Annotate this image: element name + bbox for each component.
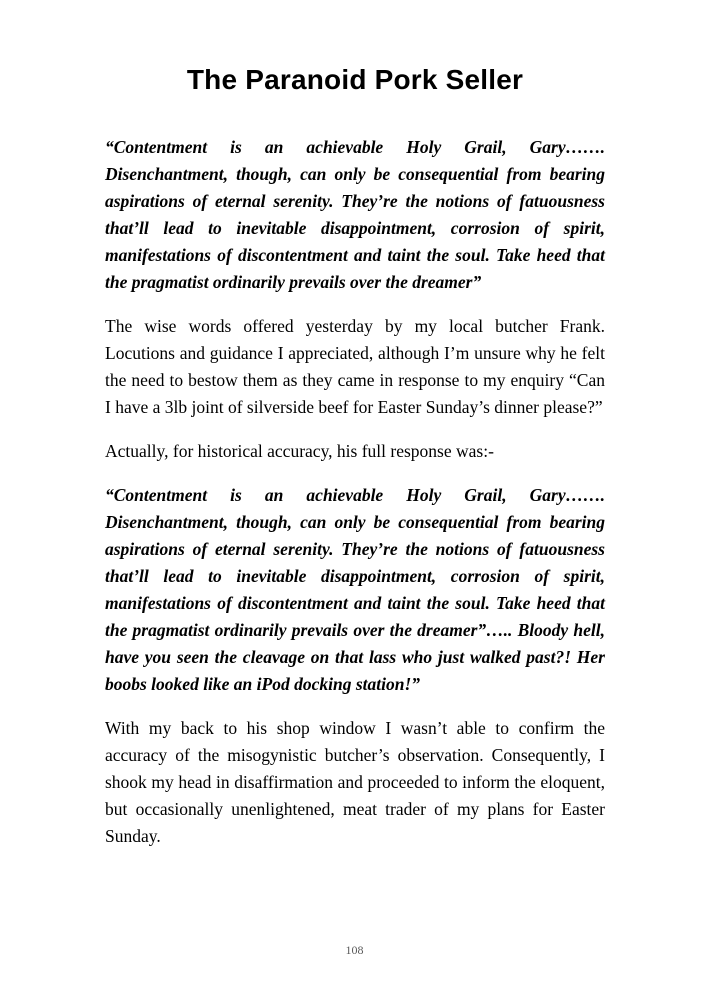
body-paragraph: With my back to his shop window I wasn’t able to confirm the accuracy of the misogynistic butcher’s observation. Consequently, I shook my head in disaffirmation and proceeded to inform the eloquent, but occasionally unenlightened, meat trader of my plans for Easter Sunday.: [105, 718, 605, 846]
page-title: The Paranoid Pork Seller: [186, 64, 524, 95]
page-number: 108: [345, 943, 364, 957]
body-paragraph: The wise words offered yesterday by my local butcher Frank. Locutions and guidance I appreciated, although I’m unsure why he felt the need to bestow them as they came in response to my enquiry “Can I have a 3lb joint of silverside beef for Easter Sunday’s dinner please?”: [105, 316, 605, 417]
quote-paragraph: “Contentment is an achievable Holy Grail, Gary……. Disenchantment, though, can only be consequential from bearing aspirations of eternal serenity. They’re the notions of fatuousness that’ll lead to inevitable disappointment, corrosion of spirit, manifestations of discontentment and taint the soul. Take heed that the pragmatist ordinarily prevails over the dreamer”….. Bloody hell, have you seen the cleavage on that lass who just walked past?! Her boobs looked like an iPod docking station!”: [105, 485, 605, 694]
body-paragraph: Actually, for historical accuracy, his full response was:-: [105, 441, 494, 461]
quote-paragraph: “Contentment is an achievable Holy Grail, Gary……. Disenchantment, though, can only be consequential from bearing aspirations of eternal serenity. They’re the notions of fatuousness that’ll lead to inevitable disappointment, corrosion of spirit, manifestations of discontentment and taint the soul. Take heed that the pragmatist ordinarily prevails over the dreamer”: [105, 137, 605, 292]
